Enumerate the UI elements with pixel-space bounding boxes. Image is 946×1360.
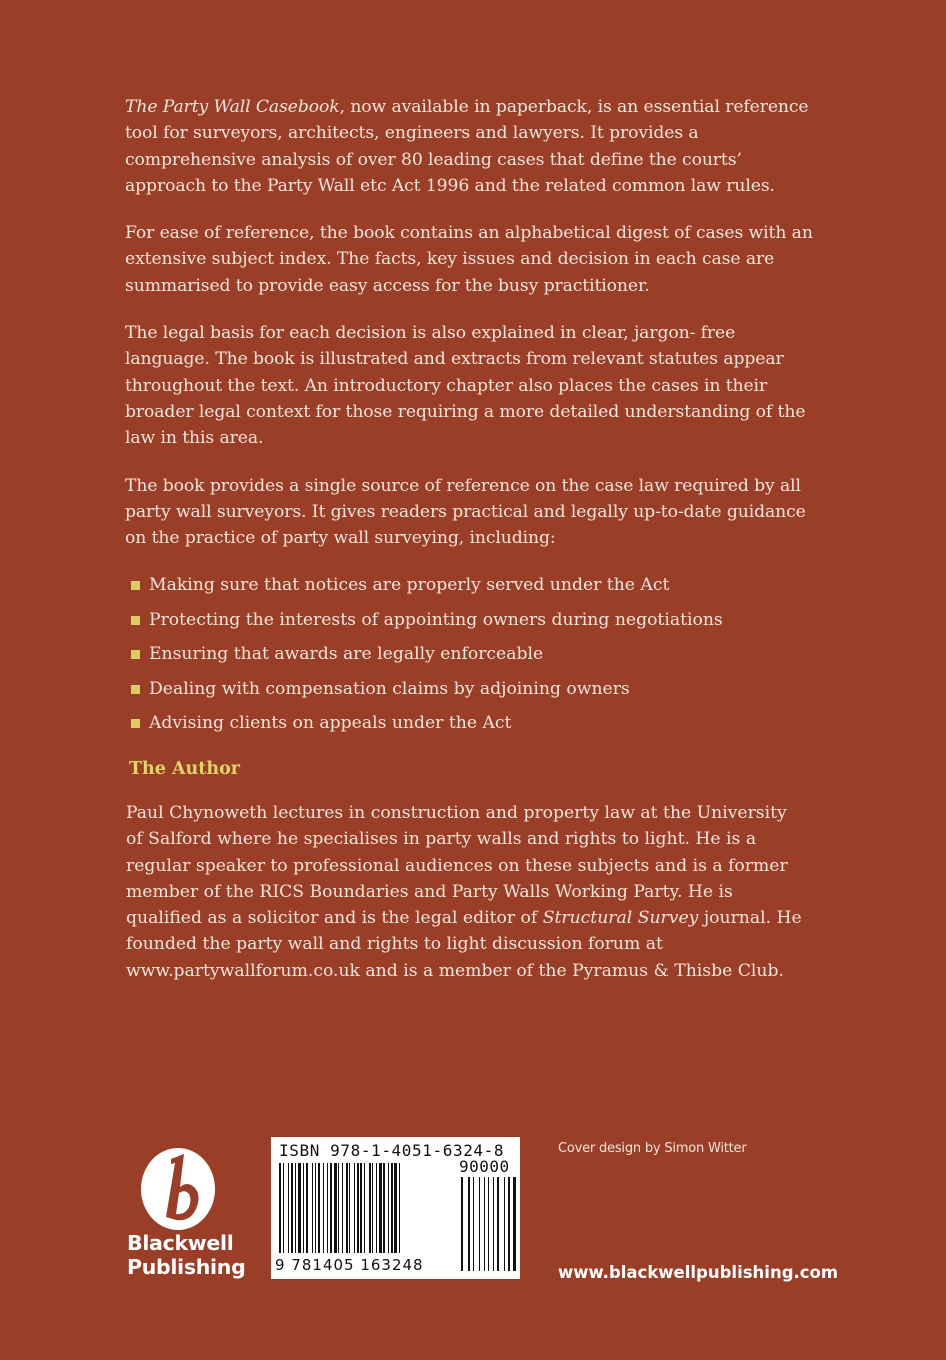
list-item-text: Ensuring that awards are legally enforceable — [149, 644, 544, 665]
isbn-barcode — [271, 1137, 520, 1279]
bullet-square-icon — [131, 719, 140, 728]
author-bio-text: Paul Chynoweth lectures in construction and property law at the University of Salford where he specialises in party walls and rights to light. He is a regular speaker to professional audiences on these subjects and is a former member of the RICS Boundaries and Party Walls Working Party. He is qualified as a solicitor and is the legal editor of — [126, 803, 788, 929]
list-item — [127, 676, 825, 711]
book-description — [125, 94, 825, 745]
ean-digits: 9 781405 163248 — [275, 1256, 424, 1274]
journal-title: Structural Survey — [542, 908, 699, 929]
list-item — [127, 641, 825, 676]
bullet-square-icon — [131, 650, 140, 659]
list-item-text: Protecting the interests of appointing owners during negotiations — [149, 609, 723, 630]
cover-design-credit: Cover design by Simon Witter — [558, 1141, 747, 1156]
author-bio-text: journal. He founded the party wall and rights to light discussion forum at www.partywallforum.co.uk and is a member of the Pyramus & Thisbe Club. — [126, 908, 802, 981]
list-item-text: Dealing with compensation claims by adjoining owners — [149, 678, 630, 699]
blackwell-b-logo-icon — [140, 1147, 216, 1231]
publisher-logo — [127, 1147, 246, 1279]
bullet-square-icon — [131, 616, 140, 625]
publisher-name-line-1: Blackwell — [127, 1231, 234, 1255]
book-title: The Party Wall Casebook — [125, 97, 340, 117]
publisher-name-line-2: Publishing — [127, 1255, 246, 1279]
author-bio — [126, 800, 806, 984]
description-paragraph-2: For ease of reference, the book contains an alphabetical digest of cases with an extensive subject index. The facts, key issues and decision in each case are summarised to provide easy access for the busy practitioner. — [125, 223, 813, 296]
list-item — [127, 710, 825, 745]
description-paragraph-3: The legal basis for each decision is also explained in clear, jargon- free language. The book is illustrated and extracts from relevant statutes appear throughout the text. An introductory chapter also places the cases in their broader legal context for those requiring a more detailed understanding of the law in this area. — [125, 323, 806, 449]
description-text: , now available in paperback, is an essential reference tool for surveyors, architects, engineers and lawyers. It provides a comprehensive analysis of over 80 leading cases that define the courts’ approach to the Party Wall etc Act 1996 and the related common law rules. — [125, 97, 809, 196]
bullet-square-icon — [131, 685, 140, 694]
description-paragraph-4: The book provides a single source of reference on the case law required by all party wall surveyors. It gives readers practical and legally up-to-date guidance on the practice of party wall surveying, including: — [125, 475, 806, 549]
publisher-website: www.blackwellpublishing.com — [558, 1263, 839, 1282]
author-heading: The Author — [129, 759, 240, 779]
bullet-square-icon — [131, 581, 140, 590]
list-item — [127, 572, 825, 607]
list-item — [127, 607, 825, 642]
description-paragraph-1 — [125, 94, 825, 199]
list-item-text: Advising clients on appeals under the Act — [149, 713, 512, 734]
list-item-text: Making sure that notices are properly served under the Act — [149, 575, 670, 596]
feature-list — [125, 572, 825, 745]
price-addon-digits: 90000 — [459, 1157, 510, 1176]
isbn-label: ISBN 978-1-4051-6324-8 — [279, 1141, 505, 1160]
